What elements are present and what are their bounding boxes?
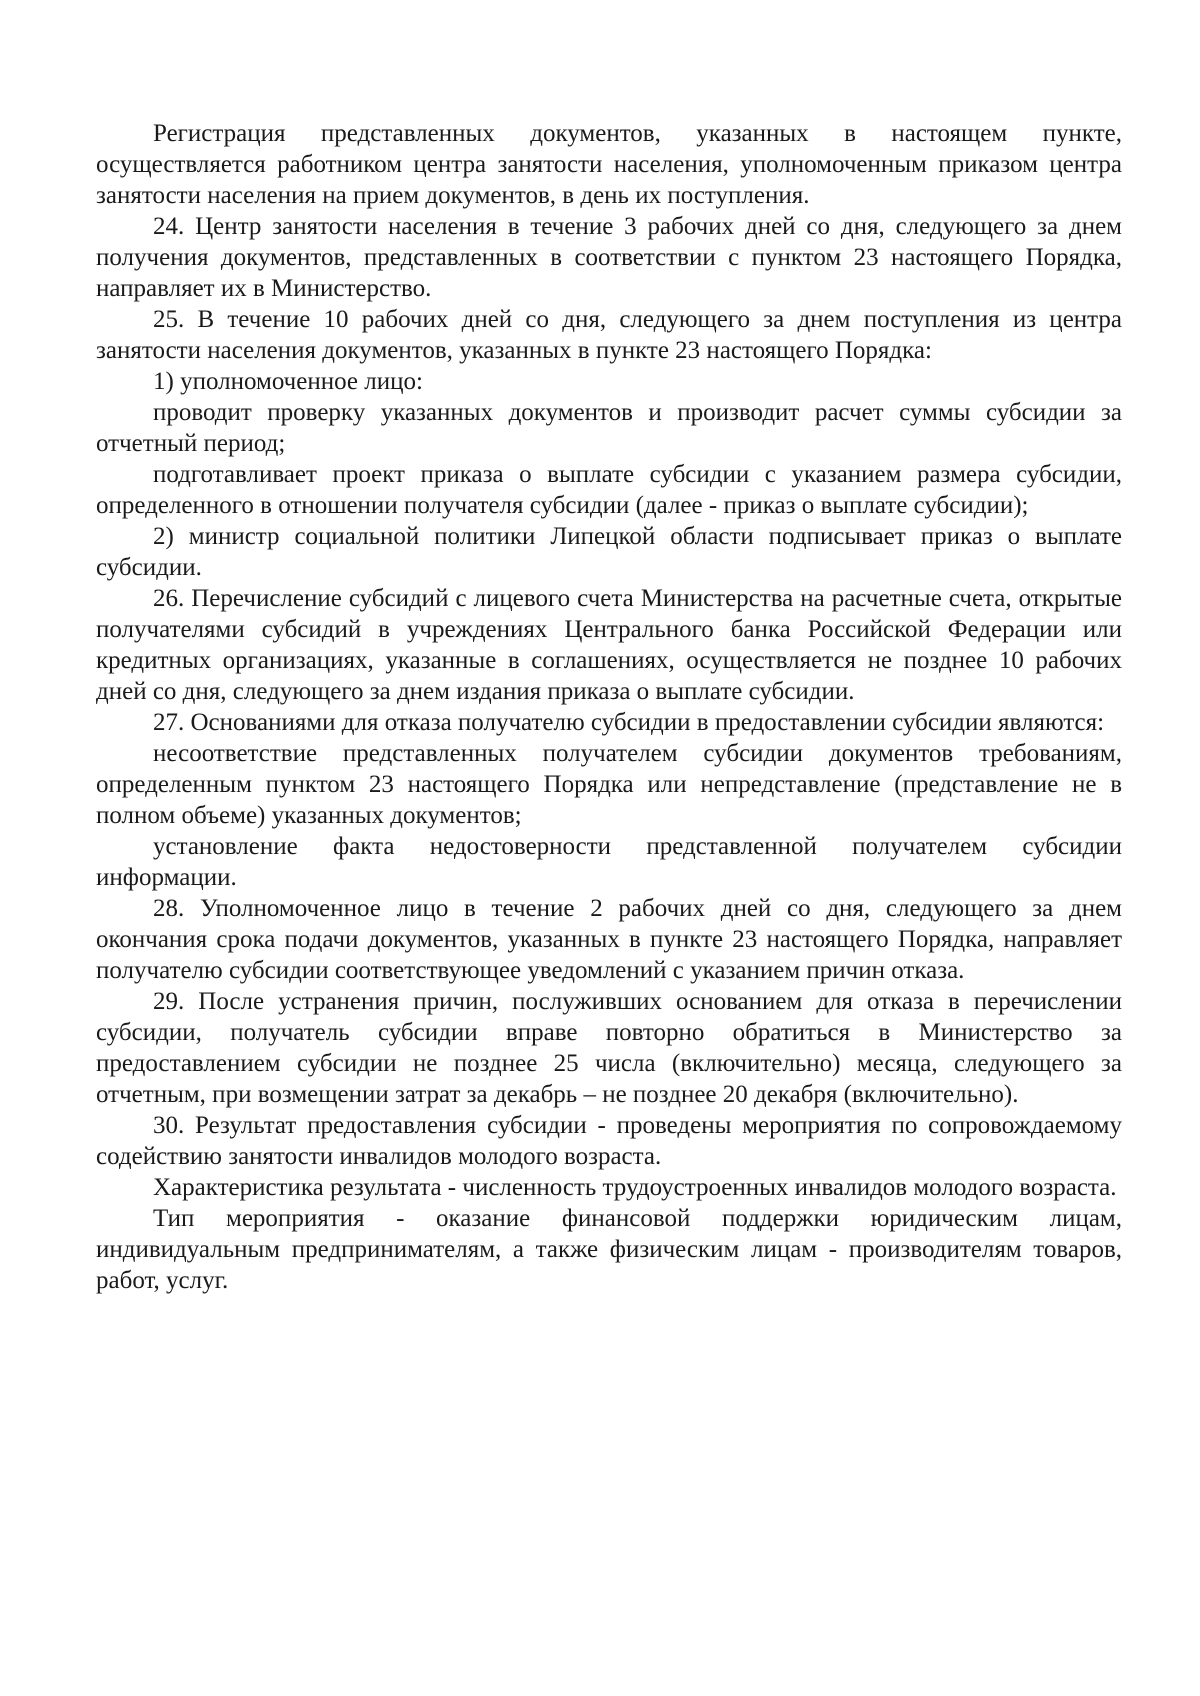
paragraph-25-prepare: подготавливает проект приказа о выплате субсидии с указанием размера субсидии, определенного в отношении получателя субсидии (далее - приказ о выплате субсидии); [96, 461, 1122, 519]
paragraph-29: 29. После устранения причин, послуживших основанием для отказа в перечислении субсидии, получатель субсидии вправе повторно обратиться в Министерство за предоставлением субсидии не позднее 25 числа (включительно) месяца, следующего за отчетным, при возмещении затрат за декабрь – не позднее 20 декабря (включительно). [96, 988, 1122, 1108]
paragraph-26: 26. Перечисление субсидий с лицевого счета Министерства на расчетные счета, открытые получателями субсидий в учреждениях Центрального банка Российской Федерации или кредитных организациях, указанные в соглашениях, осуществляется не позднее 10 рабочих дней со дня, следующего за днем издания приказа о выплате субсидии. [96, 585, 1122, 705]
paragraph-25-item-2: 2) министр социальной политики Липецкой области подписывает приказ о выплате субсидии. [96, 523, 1122, 581]
paragraph-27-mismatch: несоответствие представленных получателем субсидии документов требованиям, определенным пунктом 23 настоящего Порядка или непредставление (представление не в полном объеме) указанных документов; [96, 740, 1122, 829]
paragraph-25: 25. В течение 10 рабочих дней со дня, следующего за днем поступления из центра занятости населения документов, указанных в пункте 23 настоящего Порядка: [96, 306, 1122, 364]
paragraph-24: 24. Центр занятости населения в течение 3 рабочих дней со дня, следующего за днем получения документов, представленных в соответствии с пунктом 23 настоящего Порядка, направляет их в Министерство. [96, 213, 1122, 302]
paragraph-27-falsity: установление факта недостоверности представленной получателем субсидии информации. [96, 833, 1122, 891]
paragraph-event-type: Тип мероприятия - оказание финансовой поддержки юридическим лицам, индивидуальным предпринимателям, а также физическим лицам - производителям товаров, работ, услуг. [96, 1205, 1122, 1294]
paragraph-registration: Регистрация представленных документов, указанных в настоящем пункте, осуществляется работником центра занятости населения, уполномоченным приказом центра занятости населения на прием документов, в день их поступления. [96, 120, 1122, 209]
paragraph-27: 27. Основаниями для отказа получателю субсидии в предоставлении субсидии являются: [153, 709, 1105, 736]
paragraph-25-item-1: 1) уполномоченное лицо: [153, 368, 423, 395]
paragraph-result-characteristic: Характеристика результата - численность трудоустроенных инвалидов молодого возраста. [153, 1174, 1117, 1201]
document-body [96, 118, 1122, 1296]
paragraph-25-check: проводит проверку указанных документов и производит расчет суммы субсидии за отчетный период; [96, 399, 1122, 457]
paragraph-30: 30. Результат предоставления субсидии - проведены мероприятия по сопровождаемому содействию занятости инвалидов молодого возраста. [96, 1112, 1122, 1170]
paragraph-28: 28. Уполномоченное лицо в течение 2 рабочих дней со дня, следующего за днем окончания срока подачи документов, указанных в пункте 23 настоящего Порядка, направляет получателю субсидии соответствующее уведомлений с указанием причин отказа. [96, 895, 1122, 984]
